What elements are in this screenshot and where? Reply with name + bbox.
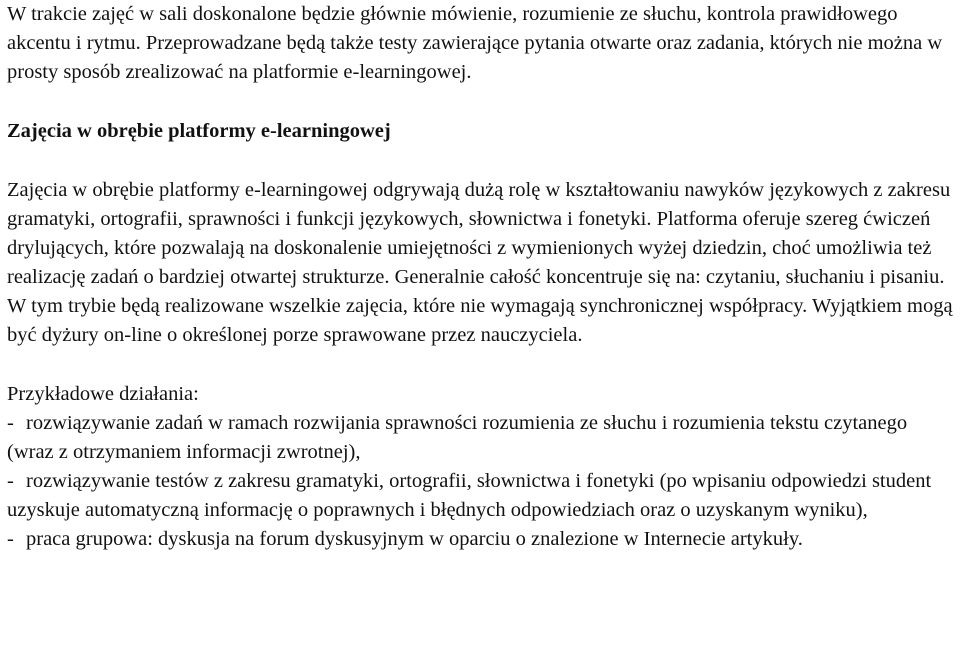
intro-paragraph: W trakcie zajęć w sali doskonalone będzie głównie mówienie, rozumienie ze słuchu, kontrola prawidłowego akcentu i rytmu. Przeprowadzane będą także testy zawierające pytania otwarte oraz zadania, których nie można w prosty sposób zrealizować na platformie e-learningowej. <box>7 3 943 83</box>
list-item-text: praca grupowa: dyskusja na forum dyskusyjnym w oparciu o znalezione w Internecie artykuły. <box>26 528 803 550</box>
list-item <box>7 525 957 554</box>
section-heading: Zajęcia w obrębie platformy e-learningowej <box>7 120 391 142</box>
list-item <box>7 467 957 525</box>
list-item-text: rozwiązywanie testów z zakresu gramatyki, ortografii, słownictwa i fonetyki (po wpisaniu odpowiedzi student uzyskuje automatyczną informację o poprawnych i błędnych odpowiedziach oraz o uzyskanym wyniku), <box>7 470 932 521</box>
list-dash: - <box>7 412 14 434</box>
list-dash: - <box>7 528 14 550</box>
list-item <box>7 409 957 467</box>
examples-title: Przykładowe działania: <box>7 383 199 405</box>
document-page <box>7 0 957 554</box>
list-dash: - <box>7 470 14 492</box>
examples-list <box>7 409 957 554</box>
section-body-paragraph: Zajęcia w obrębie platformy e-learningowej odgrywają dużą rolę w kształtowaniu nawyków językowych z zakresu gramatyki, ortografii, sprawności i funkcji językowych, słownictwa i fonetyki. Platforma oferuje szereg ćwiczeń drylujących, które pozwalają na doskonalenie umiejętności z wymienionych wyżej dziedzin, choć umożliwia też realizację zadań o bardziej otwartej strukturze. Generalnie całość koncentruje się na: czytaniu, słuchaniu i pisaniu. W tym trybie będą realizowane wszelkie zajęcia, które nie wymagają synchronicznej współpracy. Wyjątkiem mogą być dyżury on-line o określonej porze sprawowane przez nauczyciela. <box>7 179 953 346</box>
list-item-text: rozwiązywanie zadań w ramach rozwijania sprawności rozumienia ze słuchu i rozumienia tekstu czytanego (wraz z otrzymaniem informacji zwrotnej), <box>7 412 908 463</box>
